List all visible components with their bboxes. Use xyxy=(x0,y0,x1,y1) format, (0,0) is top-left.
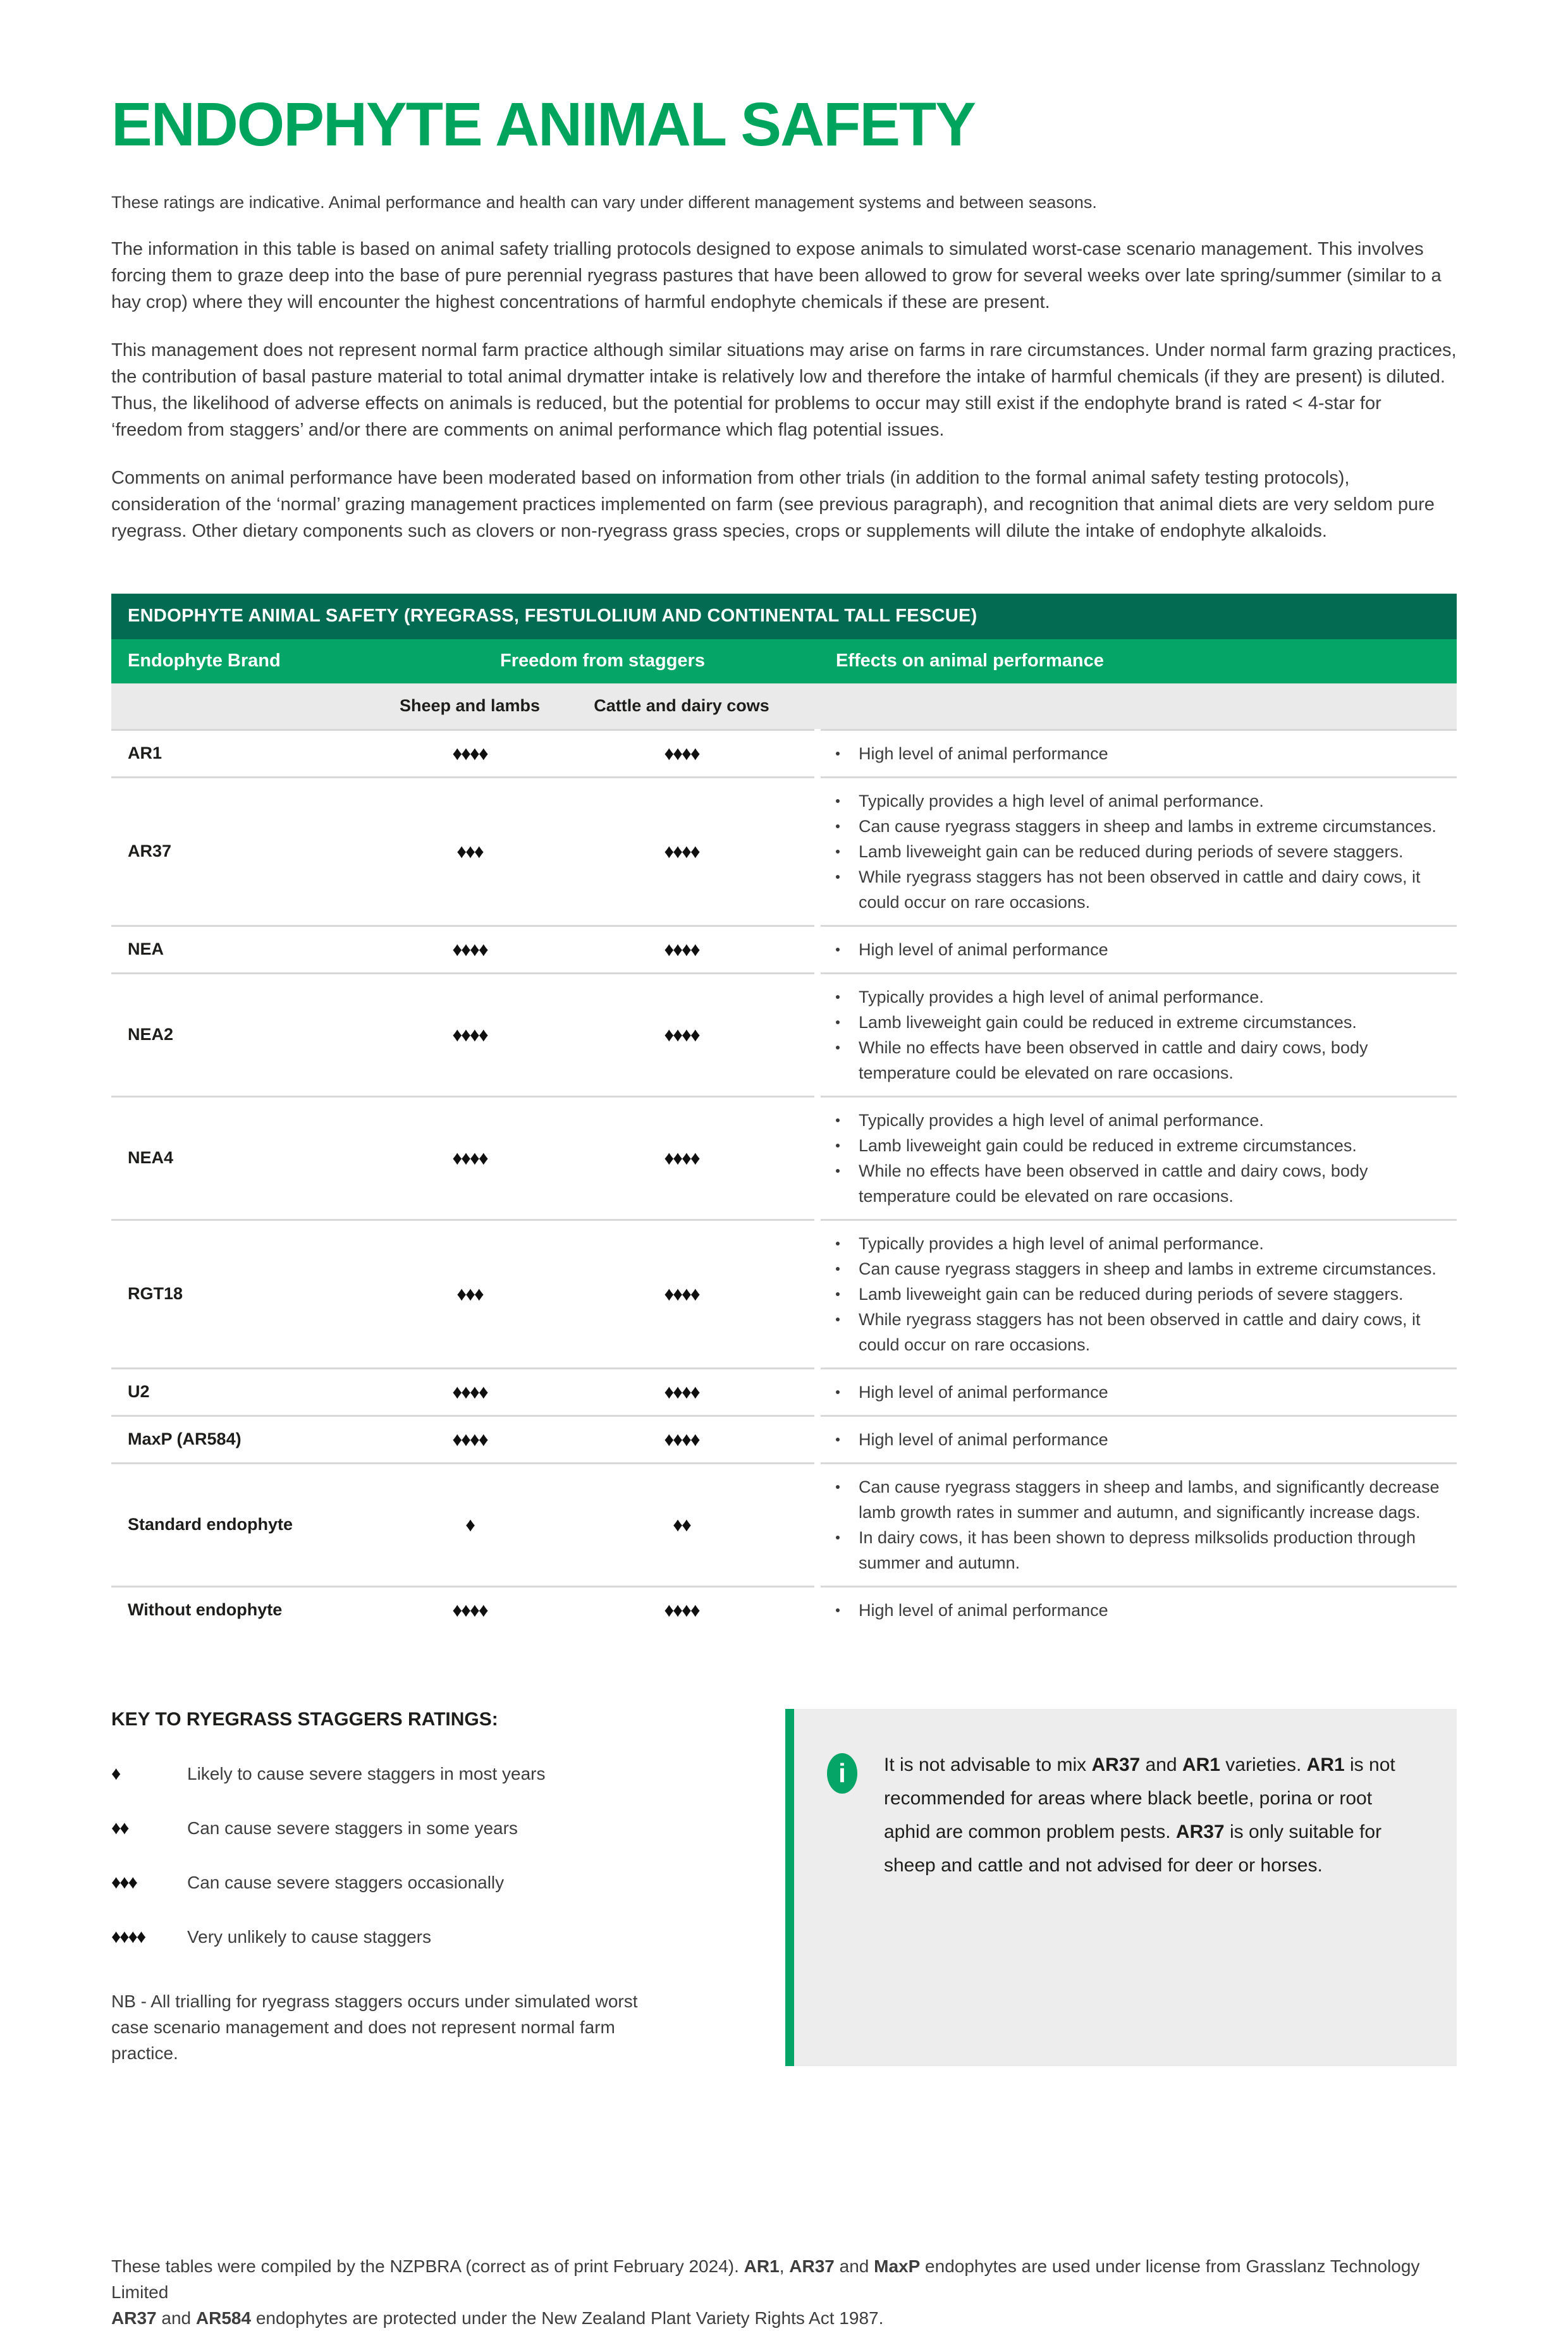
bullet-dot xyxy=(836,1485,840,1489)
paragraph-farm-practice: This management does not represent normal farm practice although similar situations may arise on farms in rare circumstances. Under normal farm grazing practices, the contribution of basal pasture material to total animal drymatter intake is relatively low and therefore the intake of harmful chemicals (if they are present) is diluted. Thus, the likelihood of adverse effects on animals is reduced, but the potential for problems to occur may still exist if the endophyte brand is rated < 4-star for ‘freedom from staggers’ and/or there are comments on animal performance which flag potential issues. xyxy=(111,340,1457,440)
bullet-dot xyxy=(836,948,840,951)
staggers-ratings-key xyxy=(111,1709,750,2066)
bullet-text: High level of animal performance xyxy=(859,1600,1108,1620)
table-title: ENDOPHYTE ANIMAL SAFETY (RYEGRASS, FESTULOLIUM AND CONTINENTAL TALL FESCUE) xyxy=(111,594,1457,639)
key-item-label: Can cause severe staggers occasionally xyxy=(187,1872,505,1892)
page-content xyxy=(0,90,1568,2331)
effect-bullet xyxy=(821,1035,1452,1086)
sheep-rating: ♦♦♦ xyxy=(456,840,483,862)
bullet-dot xyxy=(836,1267,840,1271)
subcolumn-sheep-and-lambs: Sheep and lambs xyxy=(399,696,541,716)
table-row-u2 xyxy=(111,1367,1457,1415)
sheep-rating: ♦♦♦♦ xyxy=(452,1598,487,1621)
footnote-line: These tables were compiled by the NZPBRA (correct as of print February 2024). AR1, AR37 and MaxP endophytes are used under license from Grasslanz Technology Limited xyxy=(111,2256,1420,2302)
sheep-rating: ♦♦♦ xyxy=(456,1282,483,1305)
bullet-text: While ryegrass staggers has not been observed in cattle and dairy cows, it could occur on rare occasions. xyxy=(859,1309,1421,1354)
cattle-rating: ♦♦ xyxy=(673,1513,690,1536)
bullet-dot xyxy=(836,1438,840,1441)
bullet-dot xyxy=(836,752,840,756)
effect-bullet xyxy=(821,814,1452,839)
sheep-rating: ♦♦♦♦ xyxy=(452,938,487,960)
bullet-dot xyxy=(836,1169,840,1173)
effect-bullet xyxy=(821,788,1452,814)
key-item-label: Very unlikely to cause staggers xyxy=(187,1926,431,1947)
effect-bullet xyxy=(821,741,1452,766)
effect-bullet xyxy=(821,1427,1452,1452)
bullet-text: Typically provides a high level of animal performance. xyxy=(859,1233,1264,1253)
column-header-endophyte-brand: Endophyte Brand xyxy=(128,651,281,671)
key-item-label: Likely to cause severe staggers in most years xyxy=(187,1763,546,1783)
effect-bullet xyxy=(821,984,1452,1010)
effects-list xyxy=(821,1108,1452,1209)
brand-name: NEA xyxy=(128,939,164,959)
compilation-footnote xyxy=(111,2253,1457,2331)
bullet-text: While no effects have been observed in cattle and dairy cows, body temperature could be elevated on rare occasions. xyxy=(859,1161,1368,1206)
effects-list xyxy=(821,788,1452,915)
cattle-rating: ♦♦♦♦ xyxy=(664,1380,699,1403)
table-row-rgt18 xyxy=(111,1219,1457,1367)
brand-name: Without endophyte xyxy=(128,1600,283,1620)
bullet-dot xyxy=(836,875,840,879)
bullet-text: Typically provides a high level of animal performance. xyxy=(859,987,1264,1006)
key-item-three-diamonds xyxy=(111,1872,750,1894)
brand-name: RGT18 xyxy=(128,1284,183,1304)
paragraph-comments-moderated: Comments on animal performance have been moderated based on information from other trials (in addition to the formal animal safety testing protocols), consideration of the ‘normal’ grazing management practices implemented on farm (see previous paragraph), and recognition that animal diets are very seldom pure ryegrass. Other dietary components such as clovers or non-ryegrass grass species, crops or supplements will dilute the intake of endophyte alkaloids. xyxy=(111,467,1435,541)
effects-list xyxy=(821,984,1452,1086)
effects-list xyxy=(821,1427,1452,1452)
cattle-rating: ♦♦♦♦ xyxy=(664,1023,699,1046)
bullet-text: High level of animal performance xyxy=(859,939,1108,959)
bullet-dot xyxy=(836,1118,840,1122)
cattle-rating: ♦♦♦♦ xyxy=(664,840,699,862)
subcolumn-cattle-and-dairy-cows: Cattle and dairy cows xyxy=(594,696,769,716)
table-row-without-endophyte xyxy=(111,1586,1457,1633)
brand-name: AR37 xyxy=(128,841,172,861)
key-nb-note: NB - All trialling for ryegrass staggers occurs under simulated worst case scenario management and does not represent normal farm practice. xyxy=(111,1991,638,2063)
effect-bullet xyxy=(821,1256,1452,1282)
cattle-rating: ♦♦♦♦ xyxy=(664,938,699,960)
cattle-rating: ♦♦♦♦ xyxy=(664,1598,699,1621)
effect-bullet xyxy=(821,1231,1452,1256)
bullet-text: Can cause ryegrass staggers in sheep and lambs, and significantly decrease lamb growth rates in summer and autumn, and significantly increase dags. xyxy=(859,1477,1440,1522)
table-row-nea xyxy=(111,925,1457,972)
intro-note: These ratings are indicative. Animal performance and health can vary under different management systems and between seasons. xyxy=(111,192,1097,212)
brand-name: Standard endophyte xyxy=(128,1515,293,1534)
effects-list xyxy=(821,937,1452,962)
bullet-dot xyxy=(836,1242,840,1245)
effect-bullet xyxy=(821,1158,1452,1209)
effect-bullet xyxy=(821,1282,1452,1307)
info-icon: i xyxy=(827,1753,857,1794)
bullet-dot xyxy=(836,1020,840,1024)
effect-bullet xyxy=(821,1380,1452,1405)
bullet-text: Can cause ryegrass staggers in sheep and lambs in extreme circumstances. xyxy=(859,1259,1436,1278)
brand-name: MaxP (AR584) xyxy=(128,1429,242,1449)
effect-bullet xyxy=(821,1525,1452,1575)
effect-bullet xyxy=(821,1474,1452,1525)
effects-list xyxy=(821,1380,1452,1405)
effect-bullet xyxy=(821,937,1452,962)
column-header-freedom-from-staggers: Freedom from staggers xyxy=(500,651,705,671)
bullet-dot xyxy=(836,1608,840,1612)
effect-bullet xyxy=(821,1133,1452,1158)
document-page xyxy=(0,90,1568,2328)
brand-name: U2 xyxy=(128,1382,150,1402)
page-title: ENDOPHYTE ANIMAL SAFETY xyxy=(111,90,975,159)
bullet-text: Typically provides a high level of animal performance. xyxy=(859,791,1264,811)
brand-name: NEA2 xyxy=(128,1025,174,1044)
bullet-text: Lamb liveweight gain can be reduced during periods of severe staggers. xyxy=(859,841,1404,861)
endophyte-safety-table xyxy=(111,594,1457,1633)
bullet-text: Lamb liveweight gain can be reduced during periods of severe staggers. xyxy=(859,1284,1404,1304)
bullet-text: While ryegrass staggers has not been observed in cattle and dairy cows, it could occur on rare occasions. xyxy=(859,867,1421,912)
sheep-rating: ♦♦♦♦ xyxy=(452,1380,487,1403)
bullet-dot xyxy=(836,1046,840,1049)
bullet-text: Lamb liveweight gain could be reduced in extreme circumstances. xyxy=(859,1135,1357,1155)
bullet-text: High level of animal performance xyxy=(859,743,1108,763)
sheep-rating: ♦♦♦♦ xyxy=(452,1428,487,1450)
sheep-rating: ♦♦♦♦ xyxy=(452,1146,487,1169)
four-diamond-rating: ♦♦♦♦ xyxy=(111,1926,145,1947)
footnote-line: AR37 and AR584 endophytes are protected under the New Zealand Plant Variety Rights Act 1987. xyxy=(111,2308,884,2328)
cattle-rating: ♦♦♦♦ xyxy=(664,742,699,764)
bullet-text: Typically provides a high level of animal performance. xyxy=(859,1110,1264,1130)
table-row-standard-endophyte xyxy=(111,1462,1457,1586)
bullet-dot xyxy=(836,799,840,803)
effect-bullet xyxy=(821,1010,1452,1035)
brand-name: AR1 xyxy=(128,743,162,763)
bullet-dot xyxy=(836,824,840,828)
effect-bullet xyxy=(821,864,1452,915)
bullet-text: While no effects have been observed in cattle and dairy cows, body temperature could be elevated on rare occasions. xyxy=(859,1037,1368,1082)
bullet-text: In dairy cows, it has been shown to depress milksolids production through summer and autumn. xyxy=(859,1527,1416,1572)
key-item-four-diamonds xyxy=(111,1926,750,1948)
bullet-dot xyxy=(836,1318,840,1321)
table-row-ar1 xyxy=(111,729,1457,776)
key-item-label: Can cause severe staggers in some years xyxy=(187,1818,518,1838)
effects-list xyxy=(821,1231,1452,1357)
key-and-note-section xyxy=(111,1709,1457,2066)
bullet-dot xyxy=(836,995,840,999)
sheep-rating: ♦♦♦♦ xyxy=(452,1023,487,1046)
bullet-text: High level of animal performance xyxy=(859,1429,1108,1449)
key-title: KEY TO RYEGRASS STAGGERS RATINGS: xyxy=(111,1708,498,1730)
effects-list xyxy=(821,1598,1452,1623)
effect-bullet xyxy=(821,839,1452,864)
table-row-maxp xyxy=(111,1415,1457,1462)
bullet-dot xyxy=(836,1536,840,1539)
one-diamond-rating: ♦ xyxy=(111,1763,120,1784)
effects-list xyxy=(821,741,1452,766)
bullet-dot xyxy=(836,1144,840,1147)
info-box-accent-bar xyxy=(785,1709,794,2066)
sheep-rating: ♦♦♦♦ xyxy=(452,742,487,764)
bullet-text: Lamb liveweight gain could be reduced in extreme circumstances. xyxy=(859,1012,1357,1032)
paragraph-trialling-protocols: The information in this table is based on animal safety trialling protocols designed to expose animals to simulated worst-case scenario management. This involves forcing them to graze deep into the base of pure perennial ryegrass pastures that have been allowed to grow for several weeks over late spring/summer (similar to a hay crop) where they will encounter the highest concentrations of harmful endophyte chemicals if these are present. xyxy=(111,238,1442,312)
sheep-rating: ♦ xyxy=(465,1513,474,1536)
key-item-one-diamond xyxy=(111,1763,750,1785)
table-subcolumn-headers xyxy=(111,683,1457,729)
cattle-rating: ♦♦♦♦ xyxy=(664,1146,699,1169)
effect-bullet xyxy=(821,1307,1452,1357)
table-row-nea4 xyxy=(111,1096,1457,1219)
table-column-headers xyxy=(111,639,1457,683)
table-row-nea2 xyxy=(111,972,1457,1096)
mixing-advice-info-box xyxy=(785,1709,1457,2066)
info-box-text: It is not advisable to mix AR37 and AR1 varieties. AR1 is not recommended for areas where black beetle, porina or root aphid are common problem pests. AR37 is only suitable for sheep and cattle and not advised for deer or horses. xyxy=(884,1754,1395,1876)
effect-bullet xyxy=(821,1598,1452,1623)
three-diamond-rating: ♦♦♦ xyxy=(111,1871,137,1893)
bullet-dot xyxy=(836,850,840,853)
bullet-dot xyxy=(836,1390,840,1394)
two-diamond-rating: ♦♦ xyxy=(111,1817,128,1838)
cattle-rating: ♦♦♦♦ xyxy=(664,1282,699,1305)
bullet-text: High level of animal performance xyxy=(859,1382,1108,1402)
brand-name: NEA4 xyxy=(128,1148,174,1168)
effect-bullet xyxy=(821,1108,1452,1133)
column-header-effects: Effects on animal performance xyxy=(836,651,1104,671)
table-row-ar37 xyxy=(111,776,1457,925)
cattle-rating: ♦♦♦♦ xyxy=(664,1428,699,1450)
bullet-text: Can cause ryegrass staggers in sheep and lambs in extreme circumstances. xyxy=(859,816,1436,836)
effects-list xyxy=(821,1474,1452,1575)
key-item-two-diamonds xyxy=(111,1818,750,1839)
bullet-dot xyxy=(836,1292,840,1296)
